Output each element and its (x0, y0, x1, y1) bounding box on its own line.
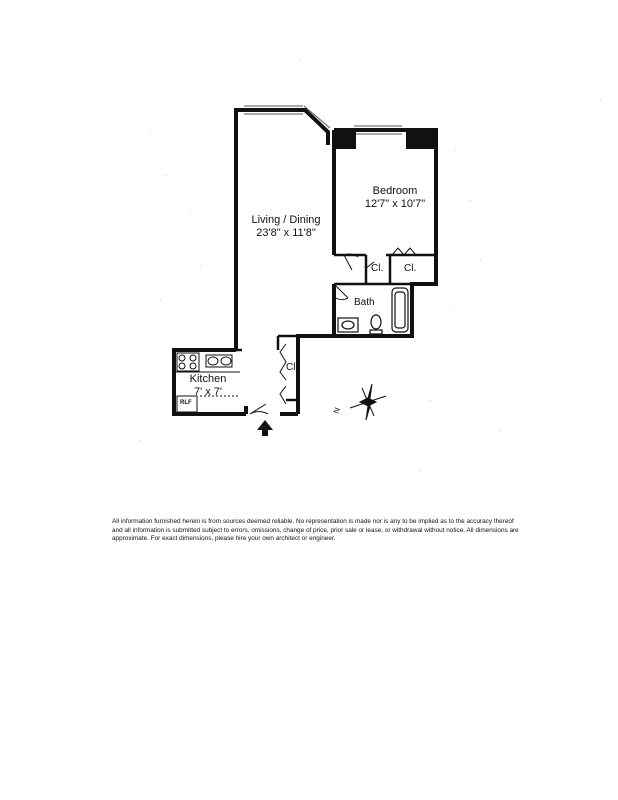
entry-closet-label: Cl. (286, 362, 299, 373)
kitchen-dimensions: 7' x 7' (193, 385, 223, 398)
compass-north-letter: N (331, 406, 343, 415)
living-dining-name: Living / Dining (251, 214, 321, 226)
compass-rose-icon (350, 384, 386, 420)
bath-fixtures (338, 288, 408, 334)
toilet (371, 315, 381, 329)
exterior-walls (174, 110, 436, 414)
bedroom-label (355, 185, 435, 210)
disclaimer-text: All information furnished herein is from sources deemed reliable. No representation is made nor is any to be implied as to the accuracy thereof and all information is submitted subject to errors, omissions, change of price, prior sale or lease, or withdrawal without notice. All dimensions are approximate. For exact dimensions, please hire your own architect or engineer. (112, 518, 519, 543)
kitchen-name: Kitchen (189, 373, 227, 385)
column-right (406, 131, 434, 149)
column-left (336, 131, 356, 149)
bedroom-name: Bedroom (372, 185, 418, 197)
entry-arrow-icon (257, 420, 273, 436)
bath-sink (338, 318, 358, 332)
bedroom-dimensions: 12'7" x 10'7" (364, 197, 426, 210)
bedroom-closet-label: Cl. (371, 263, 384, 274)
bedroom-second-closet-label: Cl. (404, 263, 417, 274)
kitchen-label (180, 373, 236, 398)
kitchen-sink (206, 355, 232, 367)
bath-label: Bath (354, 297, 375, 308)
living-dining-dimensions: 23'8" x 11'8" (256, 226, 316, 239)
refrigerator-label: RLF (180, 400, 192, 406)
living-dining-label (246, 214, 326, 239)
